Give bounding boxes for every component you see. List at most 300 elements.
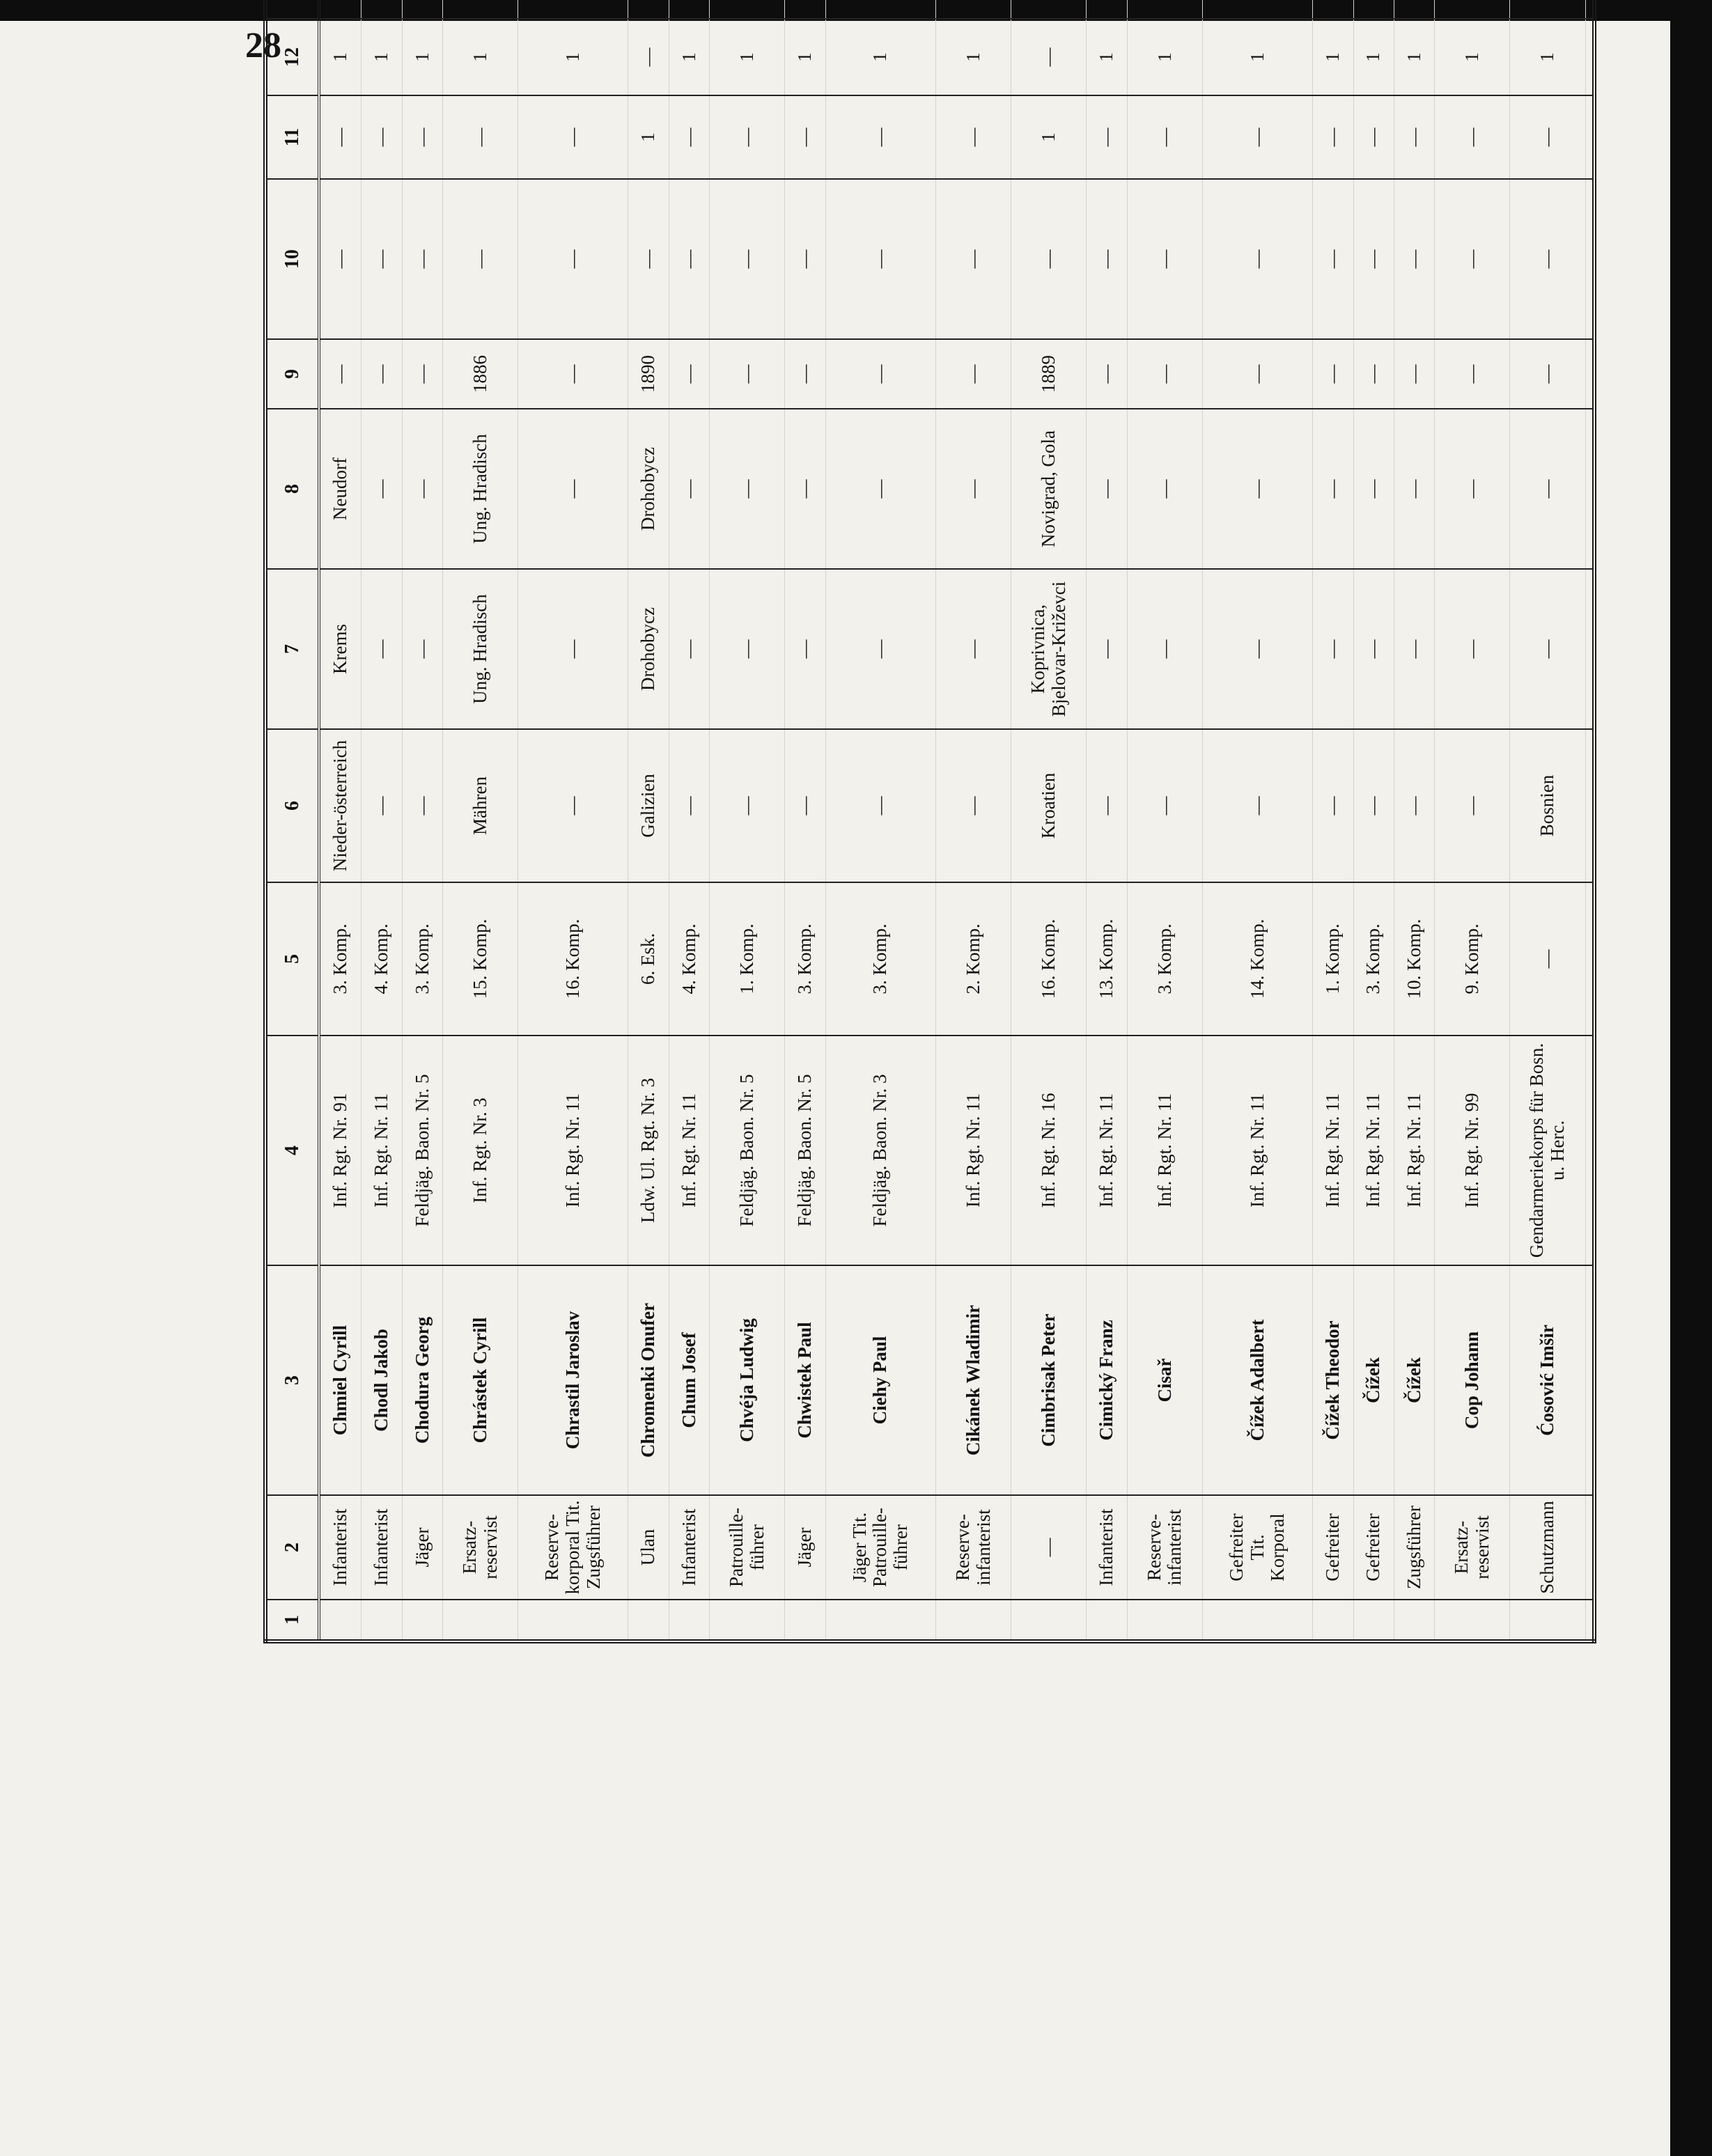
district-cell: — [361, 569, 402, 729]
table-row [518, 0, 628, 1641]
crownland-cell: — [518, 729, 628, 882]
table-row [1011, 0, 1087, 1641]
col-10-cell: — [1313, 179, 1353, 339]
col-12-cell: 1 [1087, 19, 1127, 95]
col-12-cell: 1 [1127, 19, 1202, 95]
rank-cell: Gefreiter [1313, 1495, 1353, 1600]
unit-cell: Inf. Rgt. Nr. 11 [1313, 1036, 1353, 1265]
district-cell: — [710, 569, 785, 729]
name-cell: Čížek [1353, 1265, 1394, 1495]
company-cell: 2. Komp. [935, 882, 1011, 1036]
col-13-cell [1585, 0, 1594, 19]
col-1-cell [1313, 1600, 1353, 1641]
unit-cell: Feldjäg. Baon. Nr. 5 [785, 1036, 825, 1265]
municipality-cell: — [1127, 409, 1202, 569]
company-cell: 15. Komp. [443, 882, 518, 1036]
district-cell: — [1353, 569, 1394, 729]
municipality-cell: — [1435, 409, 1510, 569]
col-13-cell [1087, 0, 1127, 19]
col-10-cell: — [1087, 179, 1127, 339]
col-1-cell [402, 1600, 442, 1641]
name-cell: Chmiel Cyrill [319, 1265, 361, 1495]
name-cell: Chvéja Ludwig [710, 1265, 785, 1495]
col-13-cell [669, 0, 709, 19]
col-12-cell [1585, 19, 1594, 95]
col-12-cell: 1 [825, 19, 935, 95]
table-row [319, 0, 361, 1641]
column-header-6: 6 [265, 729, 319, 882]
crownland-cell: — [1203, 729, 1313, 882]
district-cell: — [1313, 569, 1353, 729]
table-body [319, 0, 1594, 1641]
unit-cell: Inf. Rgt. Nr. 99 [1435, 1036, 1510, 1265]
rank-cell: Jäger [402, 1495, 442, 1600]
col-1-cell [361, 1600, 402, 1641]
district-cell: — [825, 569, 935, 729]
rank-cell: Patrouille-führer [710, 1495, 785, 1600]
table-row [1087, 0, 1127, 1641]
birth-year-cell: — [361, 339, 402, 409]
column-header-1: 1 [265, 1600, 319, 1641]
col-1-cell [825, 1600, 935, 1641]
col-1-cell [518, 1600, 628, 1641]
rank-cell: Ulan [628, 1495, 669, 1600]
col-10-cell: — [628, 179, 669, 339]
company-cell: 14. Komp. [1203, 882, 1313, 1036]
col-1-cell [669, 1600, 709, 1641]
column-header-8: 8 [265, 409, 319, 569]
birth-year-cell: — [935, 339, 1011, 409]
company-cell: 3. Komp. [785, 882, 825, 1036]
company-cell: 4. Komp. [361, 882, 402, 1036]
name-cell: Cimický Franz [1087, 1265, 1127, 1495]
municipality-cell: Drohobycz [628, 409, 669, 569]
column-header-11: 11 [265, 95, 319, 179]
company-cell [1585, 882, 1594, 1036]
col-11-cell: — [1203, 95, 1313, 179]
unit-cell: Inf. Rgt. Nr. 11 [935, 1036, 1011, 1265]
district-cell: Drohobycz [628, 569, 669, 729]
name-cell: Cimbrisak Peter [1011, 1265, 1087, 1495]
col-12-cell: 1 [710, 19, 785, 95]
crownland-cell: Galizien [628, 729, 669, 882]
birth-year-cell: — [669, 339, 709, 409]
rank-cell: Infanterist [319, 1495, 361, 1600]
rank-cell: Jäger Tit. Patrouille-führer [825, 1495, 935, 1600]
birth-year-cell: — [825, 339, 935, 409]
col-13-cell [1313, 0, 1353, 19]
rank-cell: Schutzmann [1510, 1495, 1585, 1600]
col-10-cell: — [785, 179, 825, 339]
name-cell: Ciehy Paul [825, 1265, 935, 1495]
unit-cell: Inf. Rgt. Nr. 11 [361, 1036, 402, 1265]
col-13-cell [935, 0, 1011, 19]
col-13-cell [443, 0, 518, 19]
scan-border-right [1670, 0, 1712, 2156]
rank-cell: Infanterist [1087, 1495, 1127, 1600]
rank-cell: Gefreiter Tit. Korporal [1203, 1495, 1313, 1600]
unit-cell: Inf. Rgt. Nr. 11 [1353, 1036, 1394, 1265]
col-10-cell [1585, 179, 1594, 339]
company-cell: 10. Komp. [1394, 882, 1434, 1036]
col-10-cell: — [1394, 179, 1434, 339]
col-13-cell [1435, 0, 1510, 19]
column-header-12: 12 [265, 19, 319, 95]
district-cell: — [1510, 569, 1585, 729]
unit-cell: Feldjäg. Baon. Nr. 5 [710, 1036, 785, 1265]
col-1-cell [785, 1600, 825, 1641]
col-11-cell: — [710, 95, 785, 179]
crownland-cell: — [1353, 729, 1394, 882]
table-row [1313, 0, 1353, 1641]
crownland-cell: — [935, 729, 1011, 882]
col-1-cell [1394, 1600, 1434, 1641]
table-row [443, 0, 518, 1641]
col-1-cell [1011, 1600, 1087, 1641]
name-cell: Čížek [1394, 1265, 1434, 1495]
district-cell: Krems [319, 569, 361, 729]
unit-cell: Inf. Rgt. Nr. 3 [443, 1036, 518, 1265]
name-cell: Cop Johann [1435, 1265, 1510, 1495]
municipality-cell: — [825, 409, 935, 569]
district-cell: Ung. Hradisch [443, 569, 518, 729]
crownland-cell: — [361, 729, 402, 882]
district-cell: — [669, 569, 709, 729]
table-row [1353, 0, 1394, 1641]
name-cell: Cisař [1127, 1265, 1202, 1495]
crownland-cell: Mähren [443, 729, 518, 882]
col-12-cell: 1 [1394, 19, 1434, 95]
col-1-cell [710, 1600, 785, 1641]
rank-cell: Ersatz-reservist [443, 1495, 518, 1600]
col-12-cell: — [628, 19, 669, 95]
district-cell: Koprivnica, Bjelovar-Križevci [1011, 569, 1087, 729]
col-10-cell: — [518, 179, 628, 339]
col-13-cell [319, 0, 361, 19]
district-cell: — [1127, 569, 1202, 729]
district-cell: — [785, 569, 825, 729]
col-13-cell [1510, 0, 1585, 19]
table-row [1585, 0, 1594, 1641]
col-11-cell: — [1435, 95, 1510, 179]
column-header-10: 10 [265, 179, 319, 339]
col-11-cell: — [785, 95, 825, 179]
column-header-9: 9 [265, 339, 319, 409]
table-row [825, 0, 935, 1641]
district-cell: — [935, 569, 1011, 729]
crownland-cell: — [785, 729, 825, 882]
table-row [1435, 0, 1510, 1641]
column-header-4: 4 [265, 1036, 319, 1265]
col-10-cell: — [669, 179, 709, 339]
col-1-cell [1353, 1600, 1394, 1641]
col-11-cell: — [319, 95, 361, 179]
rank-cell: Gefreiter [1353, 1495, 1394, 1600]
birth-year-cell: — [402, 339, 442, 409]
crownland-cell: — [1313, 729, 1353, 882]
rank-cell: Jäger [785, 1495, 825, 1600]
unit-cell: Inf. Rgt. Nr. 11 [1394, 1036, 1434, 1265]
col-10-cell: — [1127, 179, 1202, 339]
column-header-5: 5 [265, 882, 319, 1036]
col-11-cell: — [1127, 95, 1202, 179]
col-10-cell: — [825, 179, 935, 339]
col-11-cell: — [518, 95, 628, 179]
municipality-cell: Neudorf [319, 409, 361, 569]
col-12-cell: 1 [1203, 19, 1313, 95]
company-cell: 16. Komp. [518, 882, 628, 1036]
unit-cell: Inf. Rgt. Nr. 91 [319, 1036, 361, 1265]
col-11-cell: 1 [628, 95, 669, 179]
col-13-cell [1203, 0, 1313, 19]
col-1-cell [319, 1600, 361, 1641]
column-header-3: 3 [265, 1265, 319, 1495]
rank-cell [1585, 1495, 1594, 1600]
name-cell: Chodl Jakob [361, 1265, 402, 1495]
table-row [785, 0, 825, 1641]
municipality-cell: Novigrad, Gola [1011, 409, 1087, 569]
rotated-register-wrapper [263, 47, 1596, 1643]
col-10-cell: — [1203, 179, 1313, 339]
rank-cell: Reserve-infanterist [1127, 1495, 1202, 1600]
unit-cell: Ldw. Ul. Rgt. Nr. 3 [628, 1036, 669, 1265]
company-cell: 3. Komp. [1353, 882, 1394, 1036]
col-11-cell: — [1353, 95, 1394, 179]
table-row [935, 0, 1011, 1641]
district-cell: — [402, 569, 442, 729]
col-13-cell [710, 0, 785, 19]
company-cell: — [1510, 882, 1585, 1036]
crownland-cell: — [1127, 729, 1202, 882]
col-1-cell [1585, 1600, 1594, 1641]
crownland-cell: — [669, 729, 709, 882]
col-11-cell: — [825, 95, 935, 179]
rank-cell: Reserve-korporal Tit. Zugsführer [518, 1495, 628, 1600]
crownland-cell: — [825, 729, 935, 882]
col-10-cell: — [1353, 179, 1394, 339]
col-1-cell [1510, 1600, 1585, 1641]
unit-cell: Inf. Rgt. Nr. 11 [1087, 1036, 1127, 1265]
birth-year-cell: — [785, 339, 825, 409]
municipality-cell: — [1087, 409, 1127, 569]
crownland-cell: Kroatien [1011, 729, 1087, 882]
crownland-cell: Bosnien [1510, 729, 1585, 882]
birth-year-cell [1585, 339, 1594, 409]
col-11-cell: — [361, 95, 402, 179]
col-12-cell: 1 [1313, 19, 1353, 95]
col-11-cell: — [402, 95, 442, 179]
table-row [1127, 0, 1202, 1641]
table-row [1394, 0, 1434, 1641]
name-cell: Chromenki Onufer [628, 1265, 669, 1495]
unit-cell [1585, 1036, 1594, 1265]
district-cell: — [1435, 569, 1510, 729]
name-cell: Cikánek Wladimir [935, 1265, 1011, 1495]
col-11-cell: — [935, 95, 1011, 179]
col-10-cell: — [402, 179, 442, 339]
col-1-cell [628, 1600, 669, 1641]
crownland-cell: — [1394, 729, 1434, 882]
crownland-cell: — [1087, 729, 1127, 882]
name-cell: Chodura Georg [402, 1265, 442, 1495]
name-cell: Čížek Adalbert [1203, 1265, 1313, 1495]
table-row [1510, 0, 1585, 1641]
municipality-cell: — [935, 409, 1011, 569]
col-10-cell: — [443, 179, 518, 339]
table-row [402, 0, 442, 1641]
unit-cell: Inf. Rgt. Nr. 16 [1011, 1036, 1087, 1265]
col-10-cell: — [935, 179, 1011, 339]
col-13-cell [361, 0, 402, 19]
col-12-cell: — [1011, 19, 1087, 95]
rank-cell: Reserve-infanterist [935, 1495, 1011, 1600]
birth-year-cell: — [518, 339, 628, 409]
col-11-cell: — [443, 95, 518, 179]
header-row [265, 0, 319, 1641]
name-cell [1585, 1265, 1594, 1495]
col-11-cell: 1 [1011, 95, 1087, 179]
name-cell: Chwistek Paul [785, 1265, 825, 1495]
district-cell: — [518, 569, 628, 729]
col-12-cell: 1 [402, 19, 442, 95]
crownland-cell [1585, 729, 1594, 882]
name-cell: Ćosović Imšir [1510, 1265, 1585, 1495]
municipality-cell: — [1394, 409, 1434, 569]
rank-cell: Infanterist [669, 1495, 709, 1600]
unit-cell: Feldjäg. Baon. Nr. 5 [402, 1036, 442, 1265]
table-row [669, 0, 709, 1641]
col-11-cell: — [669, 95, 709, 179]
birth-year-cell: — [1127, 339, 1202, 409]
column-header-13 [265, 0, 319, 19]
table-row [361, 0, 402, 1641]
company-cell: 3. Komp. [402, 882, 442, 1036]
col-1-cell [1127, 1600, 1202, 1641]
col-13-cell [785, 0, 825, 19]
municipality-cell: — [1203, 409, 1313, 569]
municipality-cell: Ung. Hradisch [443, 409, 518, 569]
rank-cell: Infanterist [361, 1495, 402, 1600]
col-12-cell: 1 [669, 19, 709, 95]
col-11-cell: — [1510, 95, 1585, 179]
unit-cell: Inf. Rgt. Nr. 11 [1203, 1036, 1313, 1265]
col-12-cell: 1 [785, 19, 825, 95]
municipality-cell: — [710, 409, 785, 569]
birth-year-cell: 1889 [1011, 339, 1087, 409]
col-12-cell: 1 [443, 19, 518, 95]
col-13-cell [1127, 0, 1202, 19]
table-row [1203, 0, 1313, 1641]
col-13-cell [402, 0, 442, 19]
company-cell: 3. Komp. [825, 882, 935, 1036]
crownland-cell: Nieder-österreich [319, 729, 361, 882]
name-cell: Chrastil Jaroslav [518, 1265, 628, 1495]
municipality-cell: — [669, 409, 709, 569]
district-cell: — [1203, 569, 1313, 729]
municipality-cell [1585, 409, 1594, 569]
birth-year-cell: — [1353, 339, 1394, 409]
col-13-cell [518, 0, 628, 19]
rank-cell: Zugsführer [1394, 1495, 1434, 1600]
unit-cell: Inf. Rgt. Nr. 11 [518, 1036, 628, 1265]
col-1-cell [1087, 1600, 1127, 1641]
col-10-cell: — [1510, 179, 1585, 339]
unit-cell: Feldjäg. Baon. Nr. 3 [825, 1036, 935, 1265]
company-cell: 1. Komp. [1313, 882, 1353, 1036]
municipality-cell: — [1313, 409, 1353, 569]
birth-year-cell: — [1203, 339, 1313, 409]
col-12-cell: 1 [1353, 19, 1394, 95]
municipality-cell: — [402, 409, 442, 569]
col-11-cell: — [1394, 95, 1434, 179]
crownland-cell: — [402, 729, 442, 882]
company-cell: 13. Komp. [1087, 882, 1127, 1036]
name-cell: Chum Josef [669, 1265, 709, 1495]
page-number: 28 [245, 26, 281, 65]
birth-year-cell: 1890 [628, 339, 669, 409]
birth-year-cell: — [319, 339, 361, 409]
crownland-cell: — [710, 729, 785, 882]
col-12-cell: 1 [361, 19, 402, 95]
col-13-cell [825, 0, 935, 19]
col-12-cell: 1 [518, 19, 628, 95]
unit-cell: Inf. Rgt. Nr. 11 [669, 1036, 709, 1265]
unit-cell: Gendarmeriekorps für Bosn. u. Herc. [1510, 1036, 1585, 1265]
col-12-cell: 1 [1510, 19, 1585, 95]
col-11-cell: — [1087, 95, 1127, 179]
column-header-7: 7 [265, 569, 319, 729]
company-cell: 4. Komp. [669, 882, 709, 1036]
municipality-cell: — [1510, 409, 1585, 569]
col-10-cell: — [361, 179, 402, 339]
col-10-cell: — [1011, 179, 1087, 339]
district-cell: — [1087, 569, 1127, 729]
table-row [710, 0, 785, 1641]
col-10-cell: — [710, 179, 785, 339]
col-1-cell [1435, 1600, 1510, 1641]
birth-year-cell: — [1435, 339, 1510, 409]
municipality-cell: — [361, 409, 402, 569]
birth-year-cell: — [1394, 339, 1434, 409]
col-1-cell [443, 1600, 518, 1641]
unit-cell: Inf. Rgt. Nr. 11 [1127, 1036, 1202, 1265]
col-11-cell [1585, 95, 1594, 179]
birth-year-cell: — [1510, 339, 1585, 409]
col-13-cell [1011, 0, 1087, 19]
company-cell: 9. Komp. [1435, 882, 1510, 1036]
rank-cell: — [1011, 1495, 1087, 1600]
column-header-2: 2 [265, 1495, 319, 1600]
casualty-register-table [263, 0, 1596, 1643]
col-13-cell [628, 0, 669, 19]
district-cell [1585, 569, 1594, 729]
col-12-cell: 1 [1435, 19, 1510, 95]
birth-year-cell: 1886 [443, 339, 518, 409]
birth-year-cell: — [1087, 339, 1127, 409]
col-10-cell: — [319, 179, 361, 339]
municipality-cell: — [1353, 409, 1394, 569]
rank-cell: Ersatz-reservist [1435, 1495, 1510, 1600]
col-1-cell [935, 1600, 1011, 1641]
company-cell: 16. Komp. [1011, 882, 1087, 1036]
municipality-cell: — [785, 409, 825, 569]
municipality-cell: — [518, 409, 628, 569]
col-13-cell [1353, 0, 1394, 19]
col-1-cell [1203, 1600, 1313, 1641]
company-cell: 6. Esk. [628, 882, 669, 1036]
district-cell: — [1394, 569, 1434, 729]
company-cell: 3. Komp. [1127, 882, 1202, 1036]
